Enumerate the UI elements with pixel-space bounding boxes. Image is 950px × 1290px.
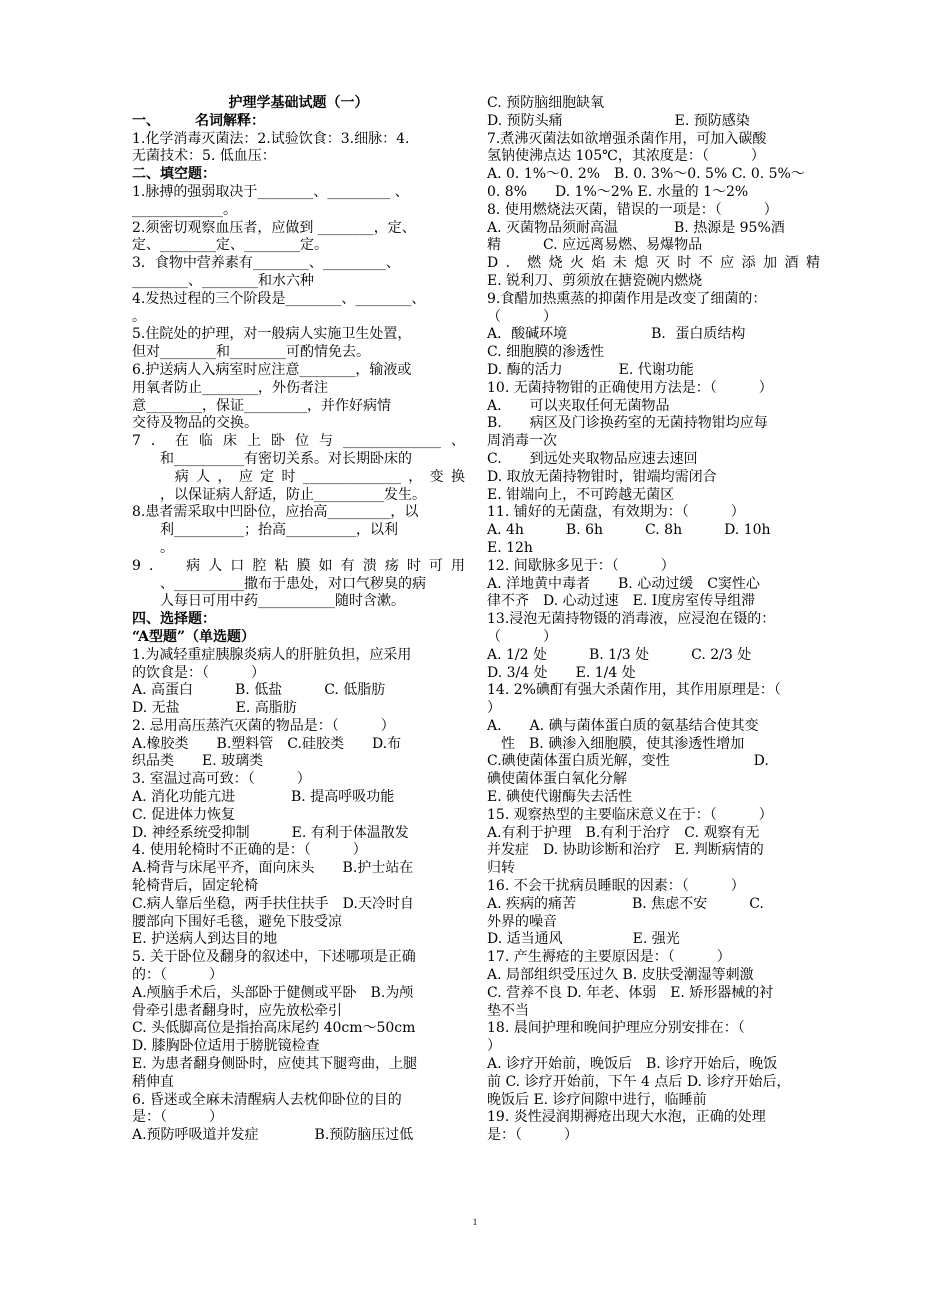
text-line: C. 促进体力恢复 — [132, 806, 236, 823]
text-line: A. A. 碘与菌体蛋白质的氨基结合使其变 — [487, 717, 759, 734]
text-line: 织品类 E. 玻璃类 — [132, 753, 264, 770]
text-line: （ ） — [487, 628, 557, 645]
text-line: 人每日可用中药___________随时含漱。 — [132, 593, 405, 610]
left-column — [132, 95, 465, 1145]
text-line: 和__________有密切关系。对长期卧床的 — [132, 450, 412, 467]
text-line: E. 护送病人到达目的地 — [132, 931, 278, 948]
text-line: A. 局部组织受压过久 B. 皮肤受潮湿等刺激 — [487, 967, 754, 984]
text-line: 17. 产生褥疮的主要原因是：（ ） — [487, 949, 731, 966]
text-line: E. 钳端向上，不可跨越无菌区 — [487, 486, 675, 503]
text-line: A. 1/2 处 B. 1/3 处 C. 2/3 处 — [487, 646, 752, 663]
text-line: A.橡胶类 B.塑料管 C.硅胶类 D.布 — [132, 735, 402, 752]
text-line: 2.须密切观察血压者，应做到 ________，定、 — [132, 219, 416, 236]
text-line: 2. 忌用高压蒸汽灭菌的物品是：（ ） — [132, 717, 395, 734]
text-line: A.颅脑手术后，头部卧于健侧或平卧 B.为颅 — [132, 984, 414, 1001]
text-line: 一、 名词解释： — [132, 112, 265, 129]
text-line: 性 B. 碘渗入细胞膜，使其渗透性增加 — [487, 735, 745, 752]
text-line: 1.为减轻重症胰腺炎病人的肝脏负担，应采用 — [132, 646, 412, 663]
text-line: 但对________和________可酌情免去。 — [132, 344, 370, 361]
text-line: （ ） — [487, 308, 557, 325]
text-line: 9.食醋加热熏蒸的抑菌作用是改变了细菌的： — [487, 290, 767, 307]
text-line: 腰部向下围好毛毯，避免下肢受凉 — [132, 913, 342, 930]
text-line: E. 12h — [487, 539, 533, 556]
text-line: 3．食物中营养素有________、_________、 — [132, 255, 400, 272]
text-line: 11. 铺好的无菌盘，有效期为：（ ） — [487, 504, 745, 521]
text-line: A. 洋地黄中毒者 B. 心动过缓 C窦性心 — [487, 575, 760, 592]
text-line: 稍伸直 — [132, 1073, 174, 1090]
text-line: 8. 使用燃烧法灭菌，错误的一项是：（ ） — [487, 201, 778, 218]
text-line: ） — [487, 1038, 501, 1055]
text-line: 4. 使用轮椅时不正确的是：（ ） — [132, 842, 367, 859]
left-column-lines — [132, 113, 465, 1145]
text-line: A. 0. 1%～0. 2% B. 0. 3%～0. 5% C. 0. 5%～ — [487, 166, 805, 183]
text-line: ________、________和水六种 — [132, 272, 314, 289]
text-line: A. 4h B. 6h C. 8h D. 10h — [487, 522, 771, 539]
text-line: 是：（ ） — [487, 1127, 578, 1144]
text-line: 16. 不会干扰病员睡眠的因素：（ ） — [487, 878, 745, 895]
text-line: 无菌技术：5. 低血压： — [132, 148, 276, 165]
text-line: D. 神经系统受抑制 E. 有利于体温散发 — [132, 824, 409, 841]
text-line: ） — [487, 700, 501, 717]
text-line: A.椅背与床尾平齐，面向床头 B.护士站在 — [132, 860, 414, 877]
text-line: 利__________；抬高__________，以利 — [132, 522, 398, 539]
text-line: 7．在临床上卧位与______________、 — [132, 433, 465, 450]
text-line: A. 可以夹取任何无菌物品 — [487, 397, 670, 414]
text-line: 轮椅背后，固定轮椅 — [132, 878, 258, 895]
text-line: A. 诊疗开始前，晚饭后 B. 诊疗开始后，晚饭 — [487, 1056, 778, 1073]
text-line: 外界的噪音 — [487, 913, 557, 930]
text-line: 氢钠使沸点达 105℃，其浓度是：（ ） — [487, 148, 765, 165]
text-line: A. 灭菌物品须耐高温 B. 热源是 95%酒 — [487, 219, 785, 236]
text-line: 7.煮沸灭菌法如欲增强杀菌作用，可加入碳酸 — [487, 130, 767, 147]
text-line: 18. 晨间护理和晚间护理应分别安排在：（ — [487, 1020, 745, 1037]
text-line: _____________。 — [132, 201, 237, 218]
text-line: 3. 室温过高可致：（ ） — [132, 771, 311, 788]
text-line: 5. 关于卧位及翻身的叙述中，下述哪项是正确 — [132, 949, 416, 966]
text-line: 14. 2%碘酊有强大杀菌作用，其作用原理是：（ — [487, 682, 781, 699]
text-line: A．酸碱环境 B．蛋白质结构 — [487, 326, 746, 343]
text-line: C.病人靠后坐稳，两手扶住扶手 D.天冷时自 — [132, 895, 414, 912]
text-line: C.碘使菌体蛋白质光解，变性 D. — [487, 753, 769, 770]
text-line: C. 预防脑细胞缺氧 — [487, 95, 605, 111]
text-line: 19. 炎性浸润期褥疮出现大水泡，正确的处理 — [487, 1109, 766, 1126]
text-line: D. 酶的活力 E. 代谢功能 — [487, 361, 694, 378]
text-line: B. 病区及门诊换药室的无菌持物钳均应每 — [487, 415, 768, 432]
text-line: D. 3/4 处 E. 1/4 处 — [487, 664, 636, 681]
text-line: E. 为患者翻身侧卧时，应使其下腿弯曲，上腿 — [132, 1056, 418, 1073]
text-line: 1.化学消毒灭菌法：2.试验饮食：3.细脉：4. — [132, 130, 410, 147]
text-line: C. 营养不良 D. 年老、体弱 E. 矫形器械的衬 — [487, 984, 774, 1001]
text-line: 交待及物品的交换。 — [132, 415, 258, 432]
text-line: 、__________撒布于患处，对口气秽臭的病 — [132, 575, 426, 592]
text-line: 律不齐 D. 心动过速 E. Ⅰ度房室传导组滞 — [487, 593, 756, 610]
text-line: 的：（ ） — [132, 967, 223, 984]
page-number: 1 — [472, 1217, 478, 1227]
text-line: 4.发热过程的三个阶段是________、________、 — [132, 290, 426, 307]
text-line: 并发症 D. 协助诊断和治疗 E. 判断病情的 — [487, 842, 764, 859]
text-line: D. 适当通风 E. 强光 — [487, 931, 680, 948]
text-line: 13.浸泡无菌持物镊的消毒液，应浸泡在镊的： — [487, 611, 776, 628]
text-line: “A型题”（单选题） — [132, 628, 256, 645]
text-line: 精 C. 应远离易燃、易爆物品 — [487, 237, 703, 254]
text-line: E. 碘使代谢酶失去活性 — [487, 789, 633, 806]
text-line: A. 消化功能亢进 B. 提高呼吸功能 — [132, 789, 395, 806]
text-line: 。 — [132, 308, 146, 325]
text-line: 1.脉搏的强弱取决于________、_________ 、 — [132, 183, 409, 200]
text-line: 碘使菌体蛋白氧化分解 — [487, 771, 627, 788]
text-line: 6.护送病人入病室时应注意________，输液或 — [132, 361, 412, 378]
text-line: ，以保证病人舒适，防止__________发生。 — [132, 486, 426, 503]
text-line: D．燃烧火焰未熄灭时不应添加酒精 — [487, 255, 820, 272]
right-column-lines — [487, 95, 820, 1145]
text-line: D. 无盐 E. 高脂肪 — [132, 700, 297, 717]
text-line: E. 锐利刀、剪须放在搪瓷碗内燃烧 — [487, 272, 703, 289]
text-line: 晚饭后 E. 诊疗间隙中进行，临睡前 — [487, 1091, 707, 1108]
right-column — [487, 95, 820, 1145]
text-line: 前 C. 诊疗开始前，下午 4 点后 D. 诊疗开始后， — [487, 1073, 791, 1090]
text-line: 5.住院处的护理，对一般病人实施卫生处置， — [132, 326, 412, 343]
text-line: 0. 8% D. 1%～2% E. 水量的 1～2% — [487, 183, 749, 200]
page-title: 护理学基础试题（一） — [228, 95, 369, 111]
text-line: 归转 — [487, 860, 515, 877]
text-line: 6. 昏迷或全麻未清醒病人去枕仰卧位的目的 — [132, 1091, 402, 1108]
text-line: A. 疾病的痛苦 B. 焦虑不安 C. — [487, 895, 764, 912]
text-line: D. 取放无菌持物钳时，钳端均需闭合 — [487, 468, 717, 485]
text-line: 的饮食是：（ ） — [132, 664, 265, 681]
text-line: 是：（ ） — [132, 1109, 223, 1126]
text-line: A.有利于护理 B.有利于治疗 C. 观察有无 — [487, 824, 760, 841]
text-line: D. 膝胸卧位适用于膀胱镜检查 — [132, 1038, 320, 1055]
text-line: 二、填空题： — [132, 166, 216, 183]
text-line: C. 细胞膜的渗透性 — [487, 344, 605, 361]
text-line: 用氧者防止________，外伤者注 — [132, 379, 328, 396]
text-line: 12. 间歇脉多见于：（ ） — [487, 557, 675, 574]
text-line: 周消毒一次 — [487, 433, 557, 450]
text-line: 10. 无菌持物钳的正确使用方法是：（ ） — [487, 379, 773, 396]
text-line: 垫不当 — [487, 1002, 529, 1019]
text-line: A.预防呼吸道并发症 B.预防脑压过低 — [132, 1127, 414, 1144]
text-line: 四、选择题： — [132, 611, 216, 628]
text-line: A. 高蛋白 B. 低盐 C. 低脂肪 — [132, 682, 386, 699]
text-line: D. 预防头痛 E. 预防感染 — [487, 112, 750, 129]
text-line: 9． 病人口腔粘膜如有溃疡时可用 — [132, 557, 465, 574]
text-line: 定、________定、________定。 — [132, 237, 328, 254]
text-line: 。 — [132, 539, 174, 556]
text-line: 8.患者需采取中凹卧位，应抬高_________，以 — [132, 504, 419, 521]
text-line: 15. 观察热型的主要临床意义在于：（ ） — [487, 806, 773, 823]
text-line: 意________，保证_________，并作好病情 — [132, 397, 391, 414]
text-line: 骨牵引患者翻身时，应先放松牵引 — [132, 1002, 342, 1019]
text-line: C. 头低脚高位是指抬高床尾约 40cm～50cm — [132, 1020, 416, 1037]
text-line: C. 到远处夹取物品应速去速回 — [487, 450, 698, 467]
text-line: 病人，应定时______________，变换 — [132, 468, 465, 485]
